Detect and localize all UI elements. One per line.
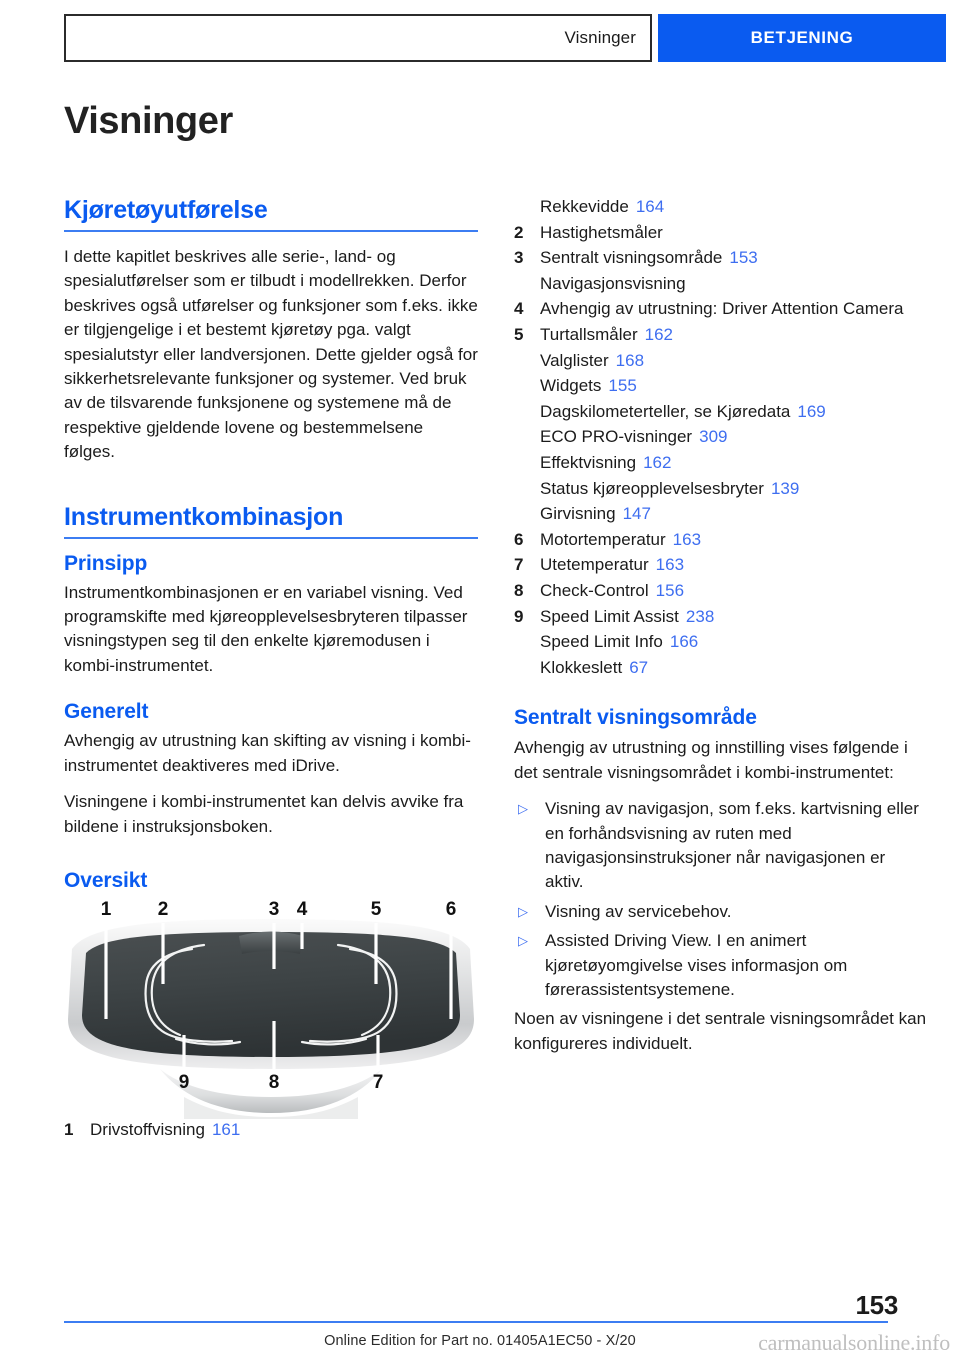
callout-8: 8 xyxy=(268,1071,280,1093)
legend-body xyxy=(540,578,928,604)
legend-label: Motortemperatur xyxy=(540,529,666,549)
legend-number: 1 xyxy=(64,1119,74,1139)
legend-pageref[interactable]: 162 xyxy=(643,452,672,472)
legend-label: Utetemperatur xyxy=(540,555,649,575)
bullet-text: Visning av servicebehov. xyxy=(545,901,732,921)
paragraph-kjoretoyutforelse: I dette kapitlet beskrives alle serie-, land- og spesialutførelser som er tilbudt i modellrekken. Derfor beskrives også utførelser og funksjoner som f.eks. ikke er tilgjengelige i et bestemt kjøretøy pga. valgt spesialutstyr eller landversjonen. Dette gjelder også for sikkerhetsrelevante funksjoner og systemer. Ved bruk av de tilsvarende funksjonene og systemene må de respektive gjeldende lovene og bestemmelsene følges. xyxy=(64,247,478,462)
bullet-item xyxy=(514,797,928,895)
heading-prinsipp: Prinsipp xyxy=(64,551,148,575)
legend-body xyxy=(540,629,928,655)
legend-number xyxy=(514,655,540,681)
legend-row xyxy=(514,271,928,297)
legend-pageref[interactable]: 164 xyxy=(635,197,665,216)
paragraph-generelt-2: Visningene i kombi-instrumentet kan delvis avvike fra bildene i instruksjonsboken. xyxy=(64,792,464,836)
legend-pageref[interactable]: 161 xyxy=(211,1119,241,1139)
legend-body xyxy=(540,220,928,246)
legend-pageref[interactable]: 153 xyxy=(729,248,758,268)
legend-row xyxy=(514,450,928,476)
callout-6: 6 xyxy=(445,900,457,920)
heading-sentralt-visningsomrade: Sentralt visningsområde xyxy=(514,706,757,730)
heading-oversikt: Oversikt xyxy=(64,868,148,892)
footer-watermark: carmanualsonline.info xyxy=(758,1330,950,1355)
legend-label: Rekkevidde xyxy=(540,197,629,216)
legend-row xyxy=(514,527,928,553)
paragraph-generelt-1: Avhengig av utrustning kan skifting av visning i kombi-instrumentet deaktiveres med iDrive. xyxy=(64,731,471,775)
legend-number: 9 xyxy=(514,606,524,626)
legend-body xyxy=(540,348,928,374)
header-section-box xyxy=(658,14,946,62)
legend-body xyxy=(540,399,928,425)
page-title: Visninger xyxy=(64,100,233,142)
legend-pageref[interactable]: 166 xyxy=(669,632,699,652)
legend-body xyxy=(540,527,928,553)
callout-7: 7 xyxy=(372,1071,384,1093)
legend-pageref[interactable]: 169 xyxy=(797,401,826,421)
callout-5: 5 xyxy=(370,900,382,920)
legend-number: 6 xyxy=(514,529,524,549)
legend-list-left xyxy=(64,1117,478,1143)
legend-number xyxy=(514,348,540,374)
legend-body xyxy=(540,501,928,527)
legend-body xyxy=(540,476,928,502)
right-column xyxy=(514,196,928,1056)
legend-number xyxy=(514,629,540,655)
callout-1: 1 xyxy=(100,900,112,920)
legend-body xyxy=(540,450,928,476)
legend-body xyxy=(90,1117,478,1143)
legend-number: 4 xyxy=(514,299,524,319)
legend-body xyxy=(540,424,928,450)
legend-row xyxy=(514,296,928,322)
legend-body xyxy=(540,373,928,399)
footer-page-number: 153 xyxy=(855,1290,898,1320)
legend-row xyxy=(64,1117,478,1143)
legend-number xyxy=(514,194,540,220)
legend-row xyxy=(514,578,928,604)
page-header xyxy=(64,14,946,62)
legend-number xyxy=(514,450,540,476)
legend-number: 5 xyxy=(514,324,524,344)
legend-label: Check-Control xyxy=(540,580,649,600)
legend-pageref[interactable]: 309 xyxy=(699,427,728,447)
legend-row xyxy=(514,245,928,271)
callout-9: 9 xyxy=(178,1071,190,1093)
legend-label: Girvisning xyxy=(540,504,616,524)
legend-label: Drivstoffvisning xyxy=(90,1119,205,1139)
legend-row xyxy=(514,552,928,578)
legend-label: ECO PRO-visninger xyxy=(540,427,693,447)
legend-pageref[interactable]: 162 xyxy=(644,324,673,344)
legend-label: Sentralt visningsområde xyxy=(540,248,723,268)
callout-4: 4 xyxy=(296,900,308,920)
legend-body xyxy=(540,245,928,271)
heading-instrumentkombinasjon: Instrumentkombinasjon xyxy=(64,503,478,539)
legend-row xyxy=(514,629,928,655)
callout-2: 2 xyxy=(157,900,169,920)
header-section-label: BETJENING xyxy=(750,28,854,47)
legend-label: Navigasjonsvisning xyxy=(540,273,686,293)
bullet-item xyxy=(514,929,928,1002)
legend-label: Status kjøreopplevelsesbryter xyxy=(540,478,764,498)
legend-row xyxy=(514,655,928,681)
header-chapter-label: Visninger xyxy=(564,28,636,47)
legend-number xyxy=(514,424,540,450)
footer-edition-note: Online Edition for Part no. 01405A1EC50 - X/20 xyxy=(324,1333,636,1349)
bullet-triangle-icon: ▷ xyxy=(518,903,528,919)
legend-label: Speed Limit Info xyxy=(540,632,663,652)
legend-number xyxy=(514,271,540,297)
bullet-list xyxy=(514,797,928,1002)
legend-pageref[interactable]: 155 xyxy=(608,376,637,396)
legend-body xyxy=(540,271,928,297)
legend-body xyxy=(540,655,928,681)
heading-kjoretoyutforelse: Kjøretøyutførelse xyxy=(64,196,478,232)
heading-generelt: Generelt xyxy=(64,700,149,724)
legend-row xyxy=(514,399,928,425)
legend-label: Valglister xyxy=(540,350,609,370)
legend-pageref[interactable]: 168 xyxy=(615,350,645,370)
legend-pageref[interactable]: 163 xyxy=(655,555,685,575)
legend-number: 3 xyxy=(514,248,524,268)
callout-3: 3 xyxy=(268,900,280,920)
paragraph-prinsipp: Instrumentkombinasjonen er en variabel visning. Ved programskifte med kjøreopplevelsesbryteren tilpasser visningstypen seg til den enkelte kjøremodusen i kombi-instrumentet. xyxy=(64,582,468,675)
legend-label: Hastighetsmåler xyxy=(540,222,663,242)
legend-label: Speed Limit Assist xyxy=(540,606,679,626)
legend-number xyxy=(514,399,540,425)
legend-number xyxy=(514,476,540,502)
legend-row xyxy=(514,373,928,399)
left-column xyxy=(64,196,478,1143)
bullet-item xyxy=(514,900,928,924)
header-chapter-box xyxy=(64,14,652,62)
legend-body xyxy=(540,604,928,630)
legend-number: 7 xyxy=(514,555,524,575)
legend-label: Klokkeslett xyxy=(540,657,623,677)
legend-label: Widgets xyxy=(540,376,602,396)
legend-row xyxy=(514,348,928,374)
legend-pageref[interactable]: 139 xyxy=(770,478,800,498)
legend-pageref[interactable]: 238 xyxy=(685,606,715,626)
instrument-cluster-figure xyxy=(64,901,478,1119)
legend-number xyxy=(514,501,540,527)
legend-row xyxy=(514,220,928,246)
legend-row xyxy=(514,501,928,527)
legend-body xyxy=(540,322,928,348)
legend-pageref[interactable]: 163 xyxy=(672,529,702,549)
bullet-text: Assisted Driving View. I en animert kjøretøyomgivelse vises informasjon om førerassistentsystemene. xyxy=(545,931,848,999)
footer-divider xyxy=(64,1321,888,1323)
bullet-text: Visning av navigasjon, som f.eks. kartvisning eller en forhåndsvisning av ruten med navigasjonsinstruksjoner når navigasjonen er aktiv. xyxy=(545,799,919,892)
legend-label: Effektvisning xyxy=(540,452,637,472)
legend-row xyxy=(514,322,928,348)
legend-body xyxy=(540,194,928,220)
legend-label: Avhengig av utrustning: Driver Attention Camera xyxy=(540,299,904,319)
legend-number xyxy=(514,373,540,399)
bullet-triangle-icon: ▷ xyxy=(518,933,528,949)
legend-body xyxy=(540,296,928,322)
legend-number: 8 xyxy=(514,580,524,600)
instrument-cluster-image xyxy=(64,901,478,1119)
legend-row xyxy=(514,604,928,630)
legend-list-right xyxy=(514,194,928,680)
legend-pageref[interactable]: 156 xyxy=(655,580,685,600)
legend-number: 2 xyxy=(514,222,524,242)
legend-label: Dagskilometerteller, se Kjøredata xyxy=(540,401,791,421)
legend-label: Turtallsmåler xyxy=(540,324,638,344)
legend-pageref[interactable]: 67 xyxy=(629,657,649,677)
paragraph-sentralt-closing: Noen av visningene i det sentrale visningsområdet kan konfigureres individuelt. xyxy=(514,1009,927,1053)
legend-body xyxy=(540,552,928,578)
legend-row xyxy=(514,194,928,220)
paragraph-sentralt-intro: Avhengig av utrustning og innstilling vises følgende i det sentrale visningsområdet i kombi-instrumentet: xyxy=(514,738,908,782)
legend-pageref[interactable]: 147 xyxy=(622,504,651,524)
bullet-triangle-icon: ▷ xyxy=(518,801,528,817)
legend-row xyxy=(514,424,928,450)
legend-row xyxy=(514,476,928,502)
